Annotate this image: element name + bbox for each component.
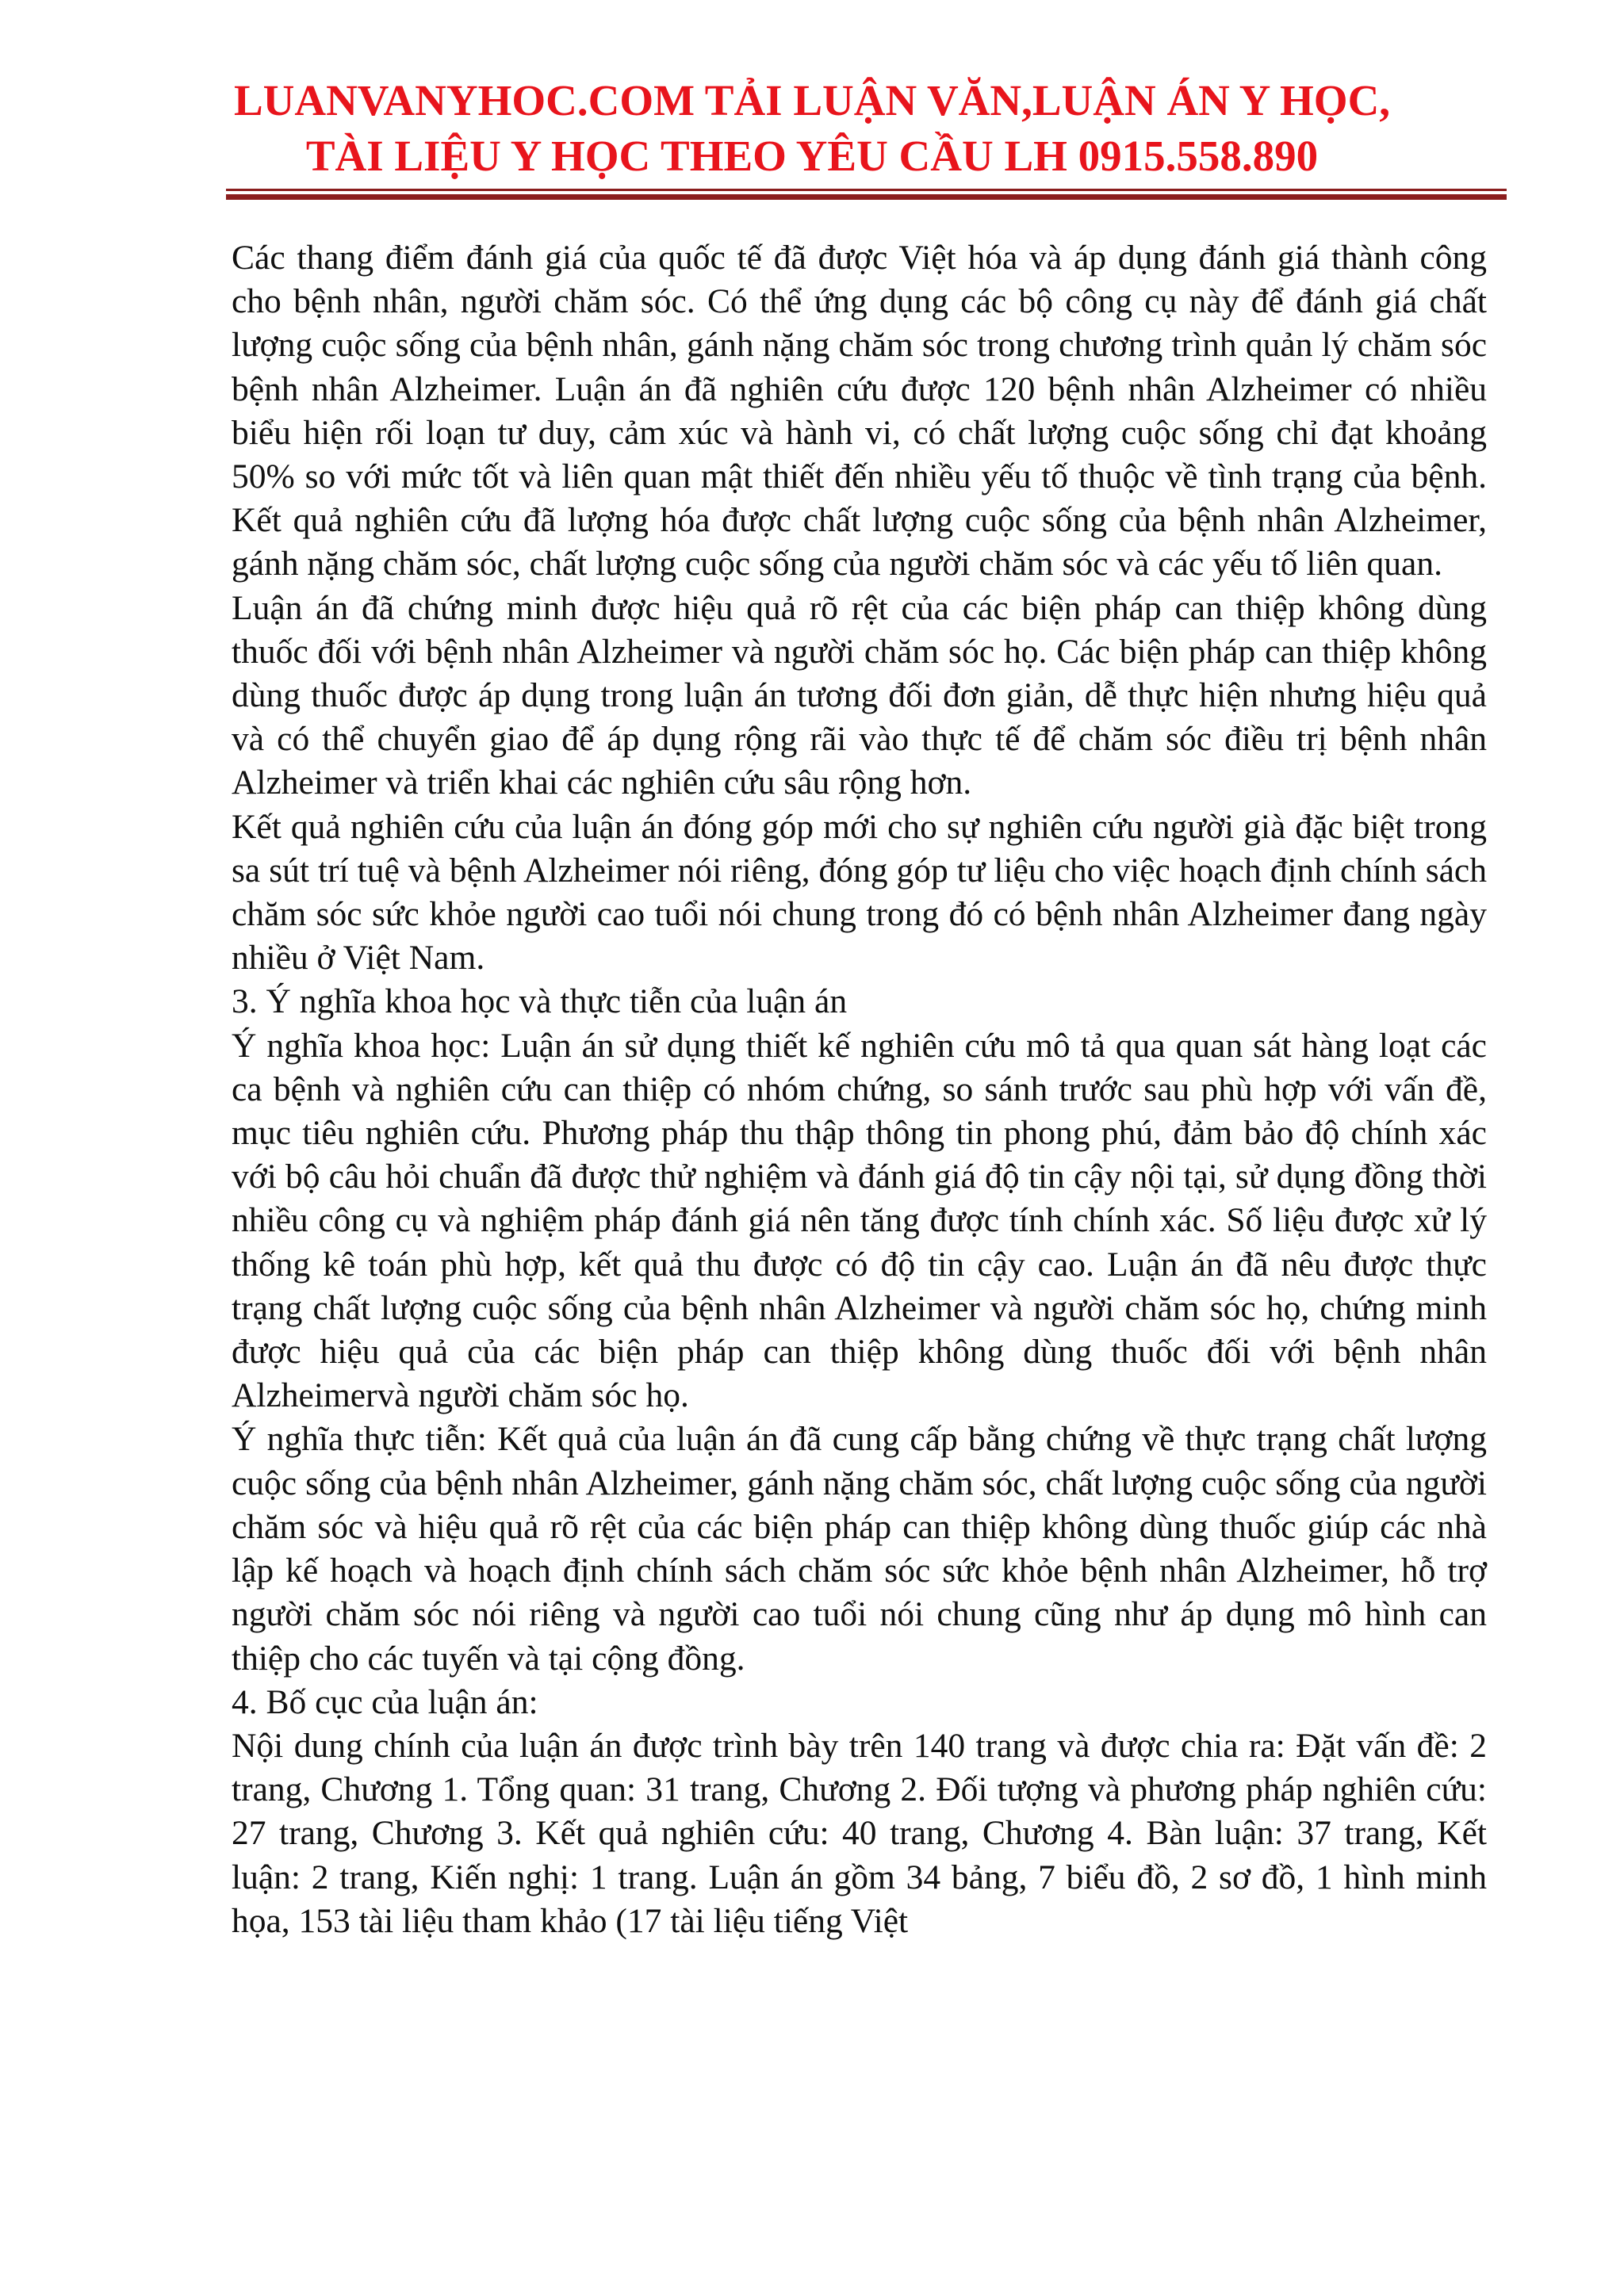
paragraph-contributions: Các thang điểm đánh giá của quốc tế đã được Việt hóa và áp dụng đánh giá thành công cho bệnh nhân, người chăm sóc. Có thể ứng dụng các bộ công cụ này để đánh giá chất lượng cuộc sống của bệnh nhân, gánh nặng chăm sóc trong chương trình quản lý chăm sóc bệnh nhân Alzheimer. Luận án đã nghiên cứu được 120 bệnh nhân Alzheimer có nhiều biểu hiện rối loạn tư duy, cảm xúc và hành vi, có chất lượng cuộc sống chỉ đạt khoảng 50% so với mức tốt và liên quan mật thiết đến nhiều yếu tố thuộc về tình trạng của bệnh. Kết quả nghiên cứu đã lượng hóa được chất lượng cuộc sống của bệnh nhân Alzheimer, gánh nặng chăm sóc, chất lượng cuộc sống của người chăm sóc và các yếu tố liên quan. [232,239,1487,584]
header-divider-thin [226,189,1507,191]
paragraph-practical-significance: Ý nghĩa thực tiễn: Kết quả của luận án đã cung cấp bằng chứng về thực trạng chất lượng cuộc sống của bệnh nhân Alzheimer, gánh nặng chăm sóc, chất lượng cuộc sống của người chăm sóc và hiệu quả rõ rệt của các biện pháp can thiệp không dùng thuốc giúp các nhà lập kế hoạch và hoạch định chính sách chăm sóc sức khỏe bệnh nhân Alzheimer, hỗ trợ người chăm sóc nói riêng và người cao tuổi nói chung cũng như áp dụng mô hình can thiệp cho các tuyến và tại cộng đồng. [232,1420,1487,1678]
section-heading-significance: 3. Ý nghĩa khoa học và thực tiễn của luận án [232,982,848,1021]
header-line-1: LUANVANYHOC.COM TẢI LUẬN VĂN,LUẬN ÁN Y HỌC, [233,76,1391,124]
page-header [0,73,1624,184]
paragraph-structure: Nội dung chính của luận án được trình bày trên 140 trang và được chia ra: Đặt vấn đề: 2 trang, Chương 1. Tổng quan: 31 trang, Chương 2. Đối tượng và phương pháp nghiên cứu: 27 trang, Chương 3. Kết quả nghiên cứu: 40 trang, Chương 4. Bàn luận: 37 trang, Kết luận: 2 trang, Kiến nghị: 1 trang. Luận án gồm 34 bảng, 7 biểu đồ, 2 sơ đồ, 1 hình minh họa, 153 tài liệu tham khảo (17 tài liệu tiếng Việt [232,1726,1487,1940]
section-heading-structure: 4. Bố cục của luận án: [232,1682,538,1721]
paragraph-scientific-significance: Ý nghĩa khoa học: Luận án sử dụng thiết kế nghiên cứu mô tả qua quan sát hàng loạt các ca bệnh và nghiên cứu can thiệp có nhóm chứng, so sánh trước sau phù hợp với vấn đề, mục tiêu nghiên cứu. Phương pháp thu thập thông tin phong phú, đảm bảo độ chính xác với bộ câu hỏi chuẩn đã được thử nghiệm và đánh giá độ tin cậy nội tại, sử dụng đồng thời nhiều công cụ và nghiệm pháp đánh giá nên tăng được tính chính xác. Số liệu được xử lý thống kê toán phù hợp, kết quả thu được có độ tin cậy cao. Luận án đã nêu được thực trạng chất lượng cuộc sống của bệnh nhân Alzheimer và người chăm sóc họ, chứng minh được hiệu quả của các biện pháp can thiệp không dùng thuốc đối với bệnh nhân Alzheimervà người chăm sóc họ. [232,1026,1487,1415]
header-line-2: TÀI LIỆU Y HỌC THEO YÊU CẦU LH 0915.558.890 [305,132,1319,180]
paragraph-new-contribution: Kết quả nghiên cứu của luận án đóng góp mới cho sự nghiên cứu người già đặc biệt trong sa sút trí tuệ và bệnh Alzheimer nói riêng, đóng góp tư liệu cho việc hoạch định chính sách chăm sóc sức khỏe người cao tuổi nói chung trong đó có bệnh nhân Alzheimer đang ngày nhiều ở Việt Nam. [232,807,1487,978]
paragraph-intervention-effect: Luận án đã chứng minh được hiệu quả rõ rệt của các biện pháp can thiệp không dùng thuốc đối với bệnh nhân Alzheimer và người chăm sóc họ. Các biện pháp can thiệp không dùng thuốc được áp dụng trong luận án tương đối đơn giản, dễ thực hiện nhưng hiệu quả và có thể chuyển giao để áp dụng rộng rãi vào thực tế để chăm sóc điều trị bệnh nhân Alzheimer và triển khai các nghiên cứu sâu rộng hơn. [232,588,1487,802]
body-text [232,236,1487,1943]
header-divider-thick [226,194,1507,200]
